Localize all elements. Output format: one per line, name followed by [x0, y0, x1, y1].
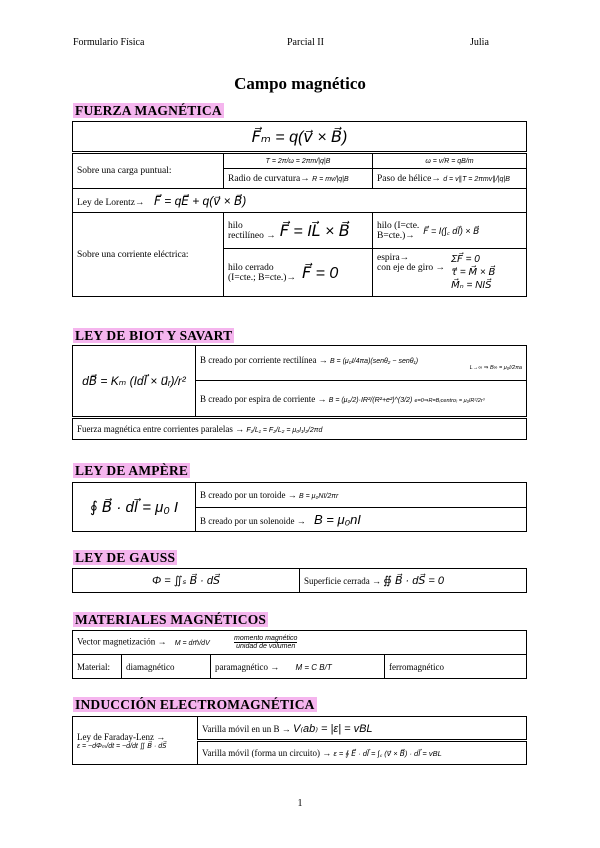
gauss-main-formula: Φ = ∬ₛ B⃗ · dS⃗ — [151, 575, 220, 587]
hilo-cerrado-2: (I=cte.; B=cte.)→ — [228, 272, 296, 283]
momento-den: unidad de volumen — [236, 643, 296, 650]
induccion-table — [72, 716, 527, 765]
material-label: Material: — [73, 655, 122, 679]
hilo-cerrado-formula: F⃗ = 0 — [301, 264, 339, 282]
section-ampere-heading: LEY DE AMPÈRE — [75, 463, 189, 478]
espira-1: espira→ — [377, 253, 410, 263]
hilo-gen-2: B=cte.)→ — [377, 230, 415, 241]
vector-label: Vector magnetización → — [77, 636, 167, 647]
toroide-label: B creado por un toroide → — [200, 490, 297, 500]
hilo-gen-formula: F⃗ = I(∫꜀ dl⃗) × B⃗ — [423, 226, 480, 236]
section-fuerza-heading: FUERZA MAGNÉTICA — [75, 103, 222, 118]
omega-formula: ω = v/R = qB/m — [425, 158, 474, 165]
toroide-formula: B = μ₀NI/2πr — [298, 493, 339, 500]
espira-formula-2: τ⃗ = M⃗ × B⃗ — [451, 267, 496, 278]
paralelas-formula: F₁/L₁ = F₂/L₂ = μ₀I₁I₂/2πd — [246, 427, 323, 434]
varilla1-label: Varilla móvil en un B → — [202, 723, 291, 734]
header-right: Julia — [470, 37, 489, 48]
biot-table — [72, 345, 527, 440]
carga-label: Sobre una carga puntual: — [73, 153, 224, 189]
helice-formula: d = v∥T = 2πmv∥/|q|B — [443, 175, 510, 183]
lorentz-formula: F⃗ = qE⃗ + q(v⃗ × B⃗) — [154, 193, 247, 208]
rectilinea-formula: B = (μ₀I/4πa)(senθ₂ − senθ₁) — [329, 358, 419, 365]
page-number: 1 — [297, 798, 303, 809]
faraday-formula: ε = −dΦₘ/dt = −d/dt ∬ B⃗ · dS⃗ — [77, 742, 167, 750]
ampere-main-formula: ∮ B⃗ · dl⃗ = μ₀ I — [89, 499, 179, 516]
page-title: Campo magnético — [234, 74, 366, 93]
materiales-table — [72, 630, 527, 679]
espira-bs-formula: B = (μ₀/2)·IR²/(R²+e²)^(3/2) — [328, 396, 413, 404]
hilo-rect-formula: F⃗ = IL⃗ × B⃗ — [279, 222, 350, 240]
momento-num: momento magnético — [234, 635, 298, 642]
section-materiales-heading: MATERIALES MAGNÉTICOS — [75, 612, 267, 627]
section-gauss-heading: LEY DE GAUSS — [75, 550, 176, 565]
vector-formula: M = dm⃗/dV — [174, 639, 210, 647]
ampere-table — [72, 482, 527, 532]
material-dia: diamagnético — [122, 655, 211, 679]
solenoide-formula: B = μ₀nI — [313, 512, 361, 527]
faraday-label: Ley de Faraday-Lenz → — [77, 731, 166, 742]
rectilinea-label: B creado por corriente rectilínea → — [200, 355, 328, 365]
periodo-formula: T = 2π/ω = 2πm/|q|B — [265, 158, 331, 165]
material-para: paramagnético → — [215, 661, 280, 672]
fuerza-table — [72, 121, 527, 297]
gauss-table — [72, 568, 527, 593]
section-biot-heading: LEY DE BIOT Y SAVART — [75, 328, 233, 343]
hilo-gen-1: hilo (I=cte. — [377, 220, 420, 231]
espira-2: con eje de giro → — [377, 263, 446, 273]
lorentz-label: Ley de Lorentz→ — [77, 197, 145, 208]
paralelas-label: Fuerza magnética entre corrientes paralelas → — [77, 424, 245, 434]
biot-main-formula: dB⃗ = Kₘ (Idl⃗ × u⃗ᵣ)/r² — [82, 374, 186, 388]
hilo-rect-2: rectilíneo → — [228, 230, 276, 241]
gauss-cerrada-formula: ∯ B⃗ · dS⃗ = 0 — [383, 575, 445, 587]
header-center: Parcial II — [287, 37, 324, 48]
corriente-label: Sobre una corriente eléctrica: — [73, 213, 224, 297]
radio-formula: R = mv/|q|B — [312, 175, 349, 183]
espira-formula-3: M⃗ₙ = NIS⃗ — [451, 280, 492, 291]
gauss-cerrada-label: Superficie cerrada → — [304, 576, 381, 586]
material-curie: M = C B/T — [295, 662, 332, 672]
helice-label: Paso de hélice→ — [377, 173, 441, 184]
espira-bs-label: B creado por espira de corriente → — [200, 393, 327, 404]
varilla2-label: Varilla móvil (forma un circuito) → — [202, 747, 332, 758]
header-left: Formulario Física — [73, 37, 145, 48]
solenoide-label: B creado por un solenoide → — [200, 516, 306, 526]
espira-formula-1: ΣF⃗ = 0 — [451, 254, 480, 265]
varilla2-formula: ε = ∮ E⃗ · dl⃗ = ∫꜀ (v⃗ × B⃗) · dl⃗ = vBL — [333, 748, 442, 758]
section-induccion-heading: INDUCCIÓN ELECTROMAGNÉTICA — [75, 697, 315, 712]
varilla1-formula: V₍ab₎ = |ε| = vBL — [293, 722, 373, 735]
fuerza-main-formula: F⃗ₘ = q(v⃗ × B⃗) — [251, 128, 348, 146]
rectilinea-infinita: L→∞ ⇒ B∞ = μ₀I/2πa — [469, 365, 522, 371]
radio-label: Radio de curvatura→ — [228, 173, 310, 184]
hilo-cerrado-1: hilo cerrado — [228, 262, 274, 273]
hilo-rect-1: hilo — [228, 220, 243, 231]
espira-bs-centro: e=0⇒R=B₍centro₎ = μ₀IR²/2r³ — [414, 397, 485, 404]
material-ferro: ferromagnético — [385, 655, 527, 679]
